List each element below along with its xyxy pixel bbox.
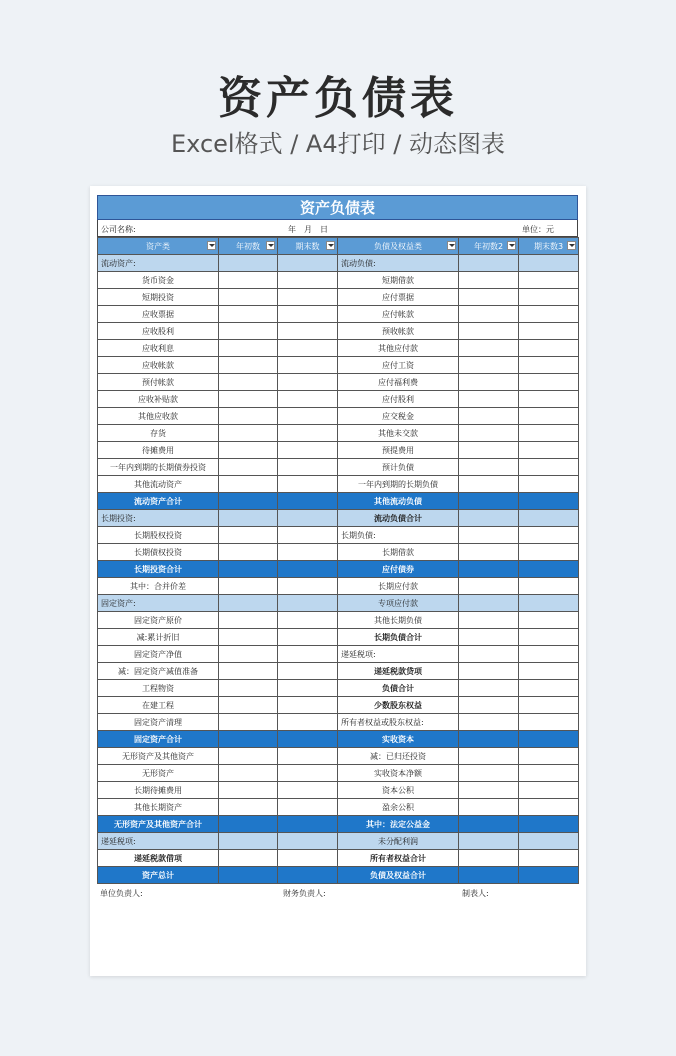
liability-begin-cell[interactable] — [459, 782, 519, 799]
liability-begin-cell[interactable] — [459, 493, 519, 510]
table-row — [98, 272, 579, 289]
asset-begin-cell[interactable] — [219, 731, 278, 748]
asset-begin-cell[interactable] — [219, 833, 278, 850]
asset-item-cell[interactable]: 应收补贴款 — [98, 391, 219, 408]
asset-item-cell[interactable]: 流动资产合计 — [98, 493, 219, 510]
asset-begin-cell[interactable] — [219, 476, 278, 493]
liability-begin-cell[interactable] — [459, 646, 519, 663]
liability-item-cell[interactable]: 应付工资 — [338, 357, 459, 374]
table-row — [98, 527, 579, 544]
asset-end-cell[interactable] — [278, 765, 338, 782]
asset-begin-cell[interactable] — [219, 612, 278, 629]
header-row — [98, 238, 579, 255]
liability-item-cell[interactable]: 应付票据 — [338, 289, 459, 306]
liability-end-cell[interactable] — [519, 748, 579, 765]
asset-begin-cell[interactable] — [219, 391, 278, 408]
asset-item-cell[interactable]: 长期投资合计 — [98, 561, 219, 578]
header-cell — [219, 238, 278, 255]
liability-item-cell[interactable]: 专项应付款 — [338, 595, 459, 612]
asset-begin-cell[interactable] — [219, 544, 278, 561]
asset-item-cell[interactable]: 在建工程 — [98, 697, 219, 714]
asset-item-cell[interactable]: 货币资金 — [98, 272, 219, 289]
asset-item-cell[interactable]: 固定资产原价 — [98, 612, 219, 629]
liability-item-cell[interactable]: 应付股利 — [338, 391, 459, 408]
asset-begin-cell[interactable] — [219, 425, 278, 442]
liability-end-cell[interactable] — [519, 850, 579, 867]
asset-item-cell[interactable]: 长期投资: — [98, 510, 219, 527]
liability-end-cell[interactable] — [519, 782, 579, 799]
asset-end-cell[interactable] — [278, 425, 338, 442]
asset-end-cell[interactable] — [278, 289, 338, 306]
date-label: 年 月 日 — [288, 225, 328, 234]
liability-begin-cell[interactable] — [459, 578, 519, 595]
table-row — [98, 459, 579, 476]
asset-begin-cell[interactable] — [219, 697, 278, 714]
asset-item-cell[interactable]: 其他流动资产 — [98, 476, 219, 493]
asset-begin-cell[interactable] — [219, 459, 278, 476]
asset-item-cell[interactable]: 固定资产合计 — [98, 731, 219, 748]
table-row — [98, 391, 579, 408]
liability-item-cell[interactable]: 实收资本净额 — [338, 765, 459, 782]
asset-item-cell[interactable]: 无形资产 — [98, 765, 219, 782]
filter-dropdown-icon[interactable] — [507, 241, 516, 250]
liability-begin-cell[interactable] — [459, 629, 519, 646]
asset-item-cell[interactable]: 资产总计 — [98, 867, 219, 884]
liability-begin-cell[interactable] — [459, 663, 519, 680]
asset-end-cell[interactable] — [278, 646, 338, 663]
table-row — [98, 697, 579, 714]
table-row — [98, 442, 579, 459]
liability-begin-cell[interactable] — [459, 323, 519, 340]
table-row — [98, 544, 579, 561]
liability-end-cell[interactable] — [519, 306, 579, 323]
asset-begin-cell[interactable] — [219, 493, 278, 510]
liability-item-cell[interactable]: 预计负债 — [338, 459, 459, 476]
table-body — [98, 255, 579, 884]
liability-end-cell[interactable] — [519, 289, 579, 306]
liability-end-cell[interactable] — [519, 272, 579, 289]
liability-item-cell[interactable]: 一年内到期的长期负债 — [338, 476, 459, 493]
liability-begin-cell[interactable] — [459, 340, 519, 357]
liability-end-cell[interactable] — [519, 544, 579, 561]
liability-item-cell[interactable]: 资本公积 — [338, 782, 459, 799]
liability-end-cell[interactable] — [519, 714, 579, 731]
header-cell — [519, 238, 579, 255]
asset-end-cell[interactable] — [278, 340, 338, 357]
asset-end-cell[interactable] — [278, 833, 338, 850]
table-row — [98, 340, 579, 357]
balance-sheet — [97, 195, 578, 901]
asset-begin-cell[interactable] — [219, 527, 278, 544]
asset-item-cell[interactable]: 固定资产净值 — [98, 646, 219, 663]
asset-begin-cell[interactable] — [219, 799, 278, 816]
asset-begin-cell[interactable] — [219, 629, 278, 646]
liability-end-cell[interactable] — [519, 578, 579, 595]
asset-end-cell[interactable] — [278, 442, 338, 459]
asset-begin-cell[interactable] — [219, 646, 278, 663]
asset-begin-cell[interactable] — [219, 680, 278, 697]
liability-begin-cell[interactable] — [459, 272, 519, 289]
asset-begin-cell[interactable] — [219, 561, 278, 578]
liability-item-cell[interactable]: 长期借款 — [338, 544, 459, 561]
asset-end-cell[interactable] — [278, 867, 338, 884]
asset-end-cell[interactable] — [278, 476, 338, 493]
asset-end-cell[interactable] — [278, 255, 338, 272]
liability-item-cell[interactable]: 所有者权益或股东权益: — [338, 714, 459, 731]
balance-table — [97, 237, 579, 884]
filter-dropdown-icon[interactable] — [207, 241, 216, 250]
asset-end-cell[interactable] — [278, 663, 338, 680]
asset-end-cell[interactable] — [278, 680, 338, 697]
liability-begin-cell[interactable] — [459, 697, 519, 714]
table-row — [98, 595, 579, 612]
asset-item-cell[interactable]: 短期投资 — [98, 289, 219, 306]
asset-item-cell[interactable]: 工程物资 — [98, 680, 219, 697]
liability-end-cell[interactable] — [519, 561, 579, 578]
asset-item-cell[interactable]: 流动资产: — [98, 255, 219, 272]
company-label: 公司名称: — [101, 225, 136, 234]
table-row — [98, 680, 579, 697]
liability-item-cell[interactable]: 流动负债合计 — [338, 510, 459, 527]
liability-begin-cell[interactable] — [459, 357, 519, 374]
filter-dropdown-icon[interactable] — [447, 241, 456, 250]
liability-item-cell[interactable]: 其他长期负债 — [338, 612, 459, 629]
asset-begin-cell[interactable] — [219, 289, 278, 306]
asset-begin-cell[interactable] — [219, 782, 278, 799]
liability-item-cell[interactable]: 负债合计 — [338, 680, 459, 697]
liability-end-cell[interactable] — [519, 510, 579, 527]
liability-begin-cell[interactable] — [459, 561, 519, 578]
asset-end-cell[interactable] — [278, 272, 338, 289]
asset-item-cell[interactable]: 其他应收款 — [98, 408, 219, 425]
hero-subtitle: Excel格式 / A4打印 / 动态图表 — [171, 130, 505, 158]
asset-begin-cell[interactable] — [219, 714, 278, 731]
table-row — [98, 493, 579, 510]
asset-begin-cell[interactable] — [219, 442, 278, 459]
asset-begin-cell[interactable] — [219, 323, 278, 340]
asset-end-cell[interactable] — [278, 510, 338, 527]
liability-end-cell[interactable] — [519, 255, 579, 272]
table-row — [98, 833, 579, 850]
liability-item-cell[interactable]: 所有者权益合计 — [338, 850, 459, 867]
table-row — [98, 867, 579, 884]
liability-item-cell[interactable]: 减：已归还投资 — [338, 748, 459, 765]
liability-begin-cell[interactable] — [459, 765, 519, 782]
asset-end-cell[interactable] — [278, 323, 338, 340]
liability-end-cell[interactable] — [519, 731, 579, 748]
liability-item-cell[interactable]: 递延税项: — [338, 646, 459, 663]
asset-begin-cell[interactable] — [219, 255, 278, 272]
liability-item-cell[interactable]: 长期负债合计 — [338, 629, 459, 646]
asset-item-cell[interactable]: 应收利息 — [98, 340, 219, 357]
liability-begin-cell[interactable] — [459, 799, 519, 816]
asset-begin-cell[interactable] — [219, 663, 278, 680]
unit-head-label: 单位负责人: — [100, 889, 143, 898]
asset-item-cell[interactable]: 存货 — [98, 425, 219, 442]
asset-end-cell[interactable] — [278, 816, 338, 833]
asset-end-cell[interactable] — [278, 527, 338, 544]
asset-begin-cell[interactable] — [219, 510, 278, 527]
asset-item-cell[interactable]: 其他长期资产 — [98, 799, 219, 816]
asset-item-cell[interactable]: 无形资产及其他资产 — [98, 748, 219, 765]
table-row — [98, 306, 579, 323]
asset-item-cell[interactable]: 固定资产: — [98, 595, 219, 612]
table-row — [98, 612, 579, 629]
liability-end-cell[interactable] — [519, 357, 579, 374]
liability-begin-cell[interactable] — [459, 374, 519, 391]
asset-end-cell[interactable] — [278, 850, 338, 867]
liability-end-cell[interactable] — [519, 374, 579, 391]
asset-end-cell[interactable] — [278, 697, 338, 714]
header-cell — [98, 238, 219, 255]
liability-begin-cell[interactable] — [459, 255, 519, 272]
asset-begin-cell[interactable] — [219, 595, 278, 612]
liability-begin-cell[interactable] — [459, 459, 519, 476]
asset-end-cell[interactable] — [278, 799, 338, 816]
header-cell — [338, 238, 459, 255]
table-row — [98, 425, 579, 442]
liability-end-cell[interactable] — [519, 646, 579, 663]
filter-dropdown-icon[interactable] — [266, 241, 275, 250]
liability-item-cell[interactable]: 应交税金 — [338, 408, 459, 425]
table-row — [98, 629, 579, 646]
liability-end-cell[interactable] — [519, 595, 579, 612]
liability-end-cell[interactable] — [519, 765, 579, 782]
asset-begin-cell[interactable] — [219, 850, 278, 867]
table-row — [98, 799, 579, 816]
table-row — [98, 476, 579, 493]
liability-item-cell[interactable]: 长期负债: — [338, 527, 459, 544]
table-row — [98, 289, 579, 306]
liability-end-cell[interactable] — [519, 340, 579, 357]
liability-begin-cell[interactable] — [459, 527, 519, 544]
asset-item-cell[interactable]: 递延税项: — [98, 833, 219, 850]
asset-end-cell[interactable] — [278, 612, 338, 629]
liability-item-cell[interactable]: 其他流动负债 — [338, 493, 459, 510]
asset-end-cell[interactable] — [278, 459, 338, 476]
table-row — [98, 850, 579, 867]
liability-item-cell[interactable]: 应付帐款 — [338, 306, 459, 323]
liability-item-cell[interactable]: 其他应付款 — [338, 340, 459, 357]
liability-begin-cell[interactable] — [459, 714, 519, 731]
asset-begin-cell[interactable] — [219, 765, 278, 782]
liability-begin-cell[interactable] — [459, 612, 519, 629]
asset-item-cell[interactable]: 待摊费用 — [98, 442, 219, 459]
asset-item-cell[interactable]: 无形资产及其他资产合计 — [98, 816, 219, 833]
table-row — [98, 646, 579, 663]
header-cell — [459, 238, 519, 255]
table-row — [98, 782, 579, 799]
asset-end-cell[interactable] — [278, 714, 338, 731]
liability-item-cell[interactable]: 其他未交款 — [338, 425, 459, 442]
table-row — [98, 408, 579, 425]
asset-end-cell[interactable] — [278, 306, 338, 323]
asset-end-cell[interactable] — [278, 408, 338, 425]
asset-begin-cell[interactable] — [219, 748, 278, 765]
sheet-paper — [90, 186, 586, 976]
header-label: 期末数3 — [533, 241, 564, 251]
asset-end-cell[interactable] — [278, 595, 338, 612]
asset-end-cell[interactable] — [278, 748, 338, 765]
table-row — [98, 255, 579, 272]
liability-item-cell[interactable]: 流动负债: — [338, 255, 459, 272]
header-label: 期末数 — [295, 241, 320, 251]
asset-item-cell[interactable]: 递延税款借项 — [98, 850, 219, 867]
liability-end-cell[interactable] — [519, 697, 579, 714]
filter-dropdown-icon[interactable] — [326, 241, 335, 250]
liability-end-cell[interactable] — [519, 833, 579, 850]
unit-label: 单位：元 — [522, 225, 554, 234]
asset-item-cell[interactable]: 应收票据 — [98, 306, 219, 323]
hero-title: 资产负债表 — [218, 73, 458, 124]
liability-item-cell[interactable]: 实收资本 — [338, 731, 459, 748]
header-label: 负债及权益类 — [374, 241, 422, 251]
asset-end-cell[interactable] — [278, 629, 338, 646]
asset-end-cell[interactable] — [278, 357, 338, 374]
liability-begin-cell[interactable] — [459, 850, 519, 867]
liability-item-cell[interactable]: 应付福利费 — [338, 374, 459, 391]
liability-end-cell[interactable] — [519, 799, 579, 816]
asset-item-cell[interactable]: 预付帐款 — [98, 374, 219, 391]
table-row — [98, 731, 579, 748]
asset-item-cell[interactable]: 应收股利 — [98, 323, 219, 340]
asset-item-cell[interactable]: 其中：合并价差 — [98, 578, 219, 595]
asset-item-cell[interactable]: 长期股权投资 — [98, 527, 219, 544]
liability-end-cell[interactable] — [519, 408, 579, 425]
liability-begin-cell[interactable] — [459, 391, 519, 408]
asset-begin-cell[interactable] — [219, 340, 278, 357]
asset-item-cell[interactable]: 长期债权投资 — [98, 544, 219, 561]
asset-begin-cell[interactable] — [219, 867, 278, 884]
table-row — [98, 714, 579, 731]
asset-item-cell[interactable]: 一年内到期的长期债券投资 — [98, 459, 219, 476]
asset-end-cell[interactable] — [278, 578, 338, 595]
asset-begin-cell[interactable] — [219, 816, 278, 833]
asset-end-cell[interactable] — [278, 493, 338, 510]
asset-end-cell[interactable] — [278, 561, 338, 578]
liability-item-cell[interactable]: 预收帐款 — [338, 323, 459, 340]
liability-end-cell[interactable] — [519, 442, 579, 459]
asset-end-cell[interactable] — [278, 544, 338, 561]
liability-begin-cell[interactable] — [459, 867, 519, 884]
liability-begin-cell[interactable] — [459, 476, 519, 493]
asset-begin-cell[interactable] — [219, 578, 278, 595]
meta-row — [97, 220, 578, 237]
asset-begin-cell[interactable] — [219, 272, 278, 289]
liability-item-cell[interactable]: 递延税款贷项 — [338, 663, 459, 680]
liability-item-cell[interactable]: 预提费用 — [338, 442, 459, 459]
asset-begin-cell[interactable] — [219, 374, 278, 391]
liability-item-cell[interactable]: 长期应付款 — [338, 578, 459, 595]
asset-item-cell[interactable]: 减：固定资产减值准备 — [98, 663, 219, 680]
asset-end-cell[interactable] — [278, 391, 338, 408]
liability-end-cell[interactable] — [519, 527, 579, 544]
header-label: 年初数2 — [473, 241, 504, 251]
table-row — [98, 765, 579, 782]
table-row — [98, 323, 579, 340]
footer-row — [97, 884, 578, 901]
liability-item-cell[interactable]: 其中：法定公益金 — [338, 816, 459, 833]
liability-begin-cell[interactable] — [459, 833, 519, 850]
liability-begin-cell[interactable] — [459, 748, 519, 765]
asset-begin-cell[interactable] — [219, 408, 278, 425]
liability-end-cell[interactable] — [519, 493, 579, 510]
liability-end-cell[interactable] — [519, 323, 579, 340]
liability-end-cell[interactable] — [519, 816, 579, 833]
table-row — [98, 510, 579, 527]
table-row — [98, 561, 579, 578]
liability-end-cell[interactable] — [519, 867, 579, 884]
liability-begin-cell[interactable] — [459, 544, 519, 561]
liability-end-cell[interactable] — [519, 629, 579, 646]
liability-item-cell[interactable]: 负债及权益合计 — [338, 867, 459, 884]
liability-end-cell[interactable] — [519, 612, 579, 629]
table-row — [98, 663, 579, 680]
finance-head-label: 财务负责人: — [283, 889, 326, 898]
asset-end-cell[interactable] — [278, 374, 338, 391]
asset-end-cell[interactable] — [278, 731, 338, 748]
table-row — [98, 374, 579, 391]
liability-begin-cell[interactable] — [459, 731, 519, 748]
liability-item-cell[interactable]: 未分配利润 — [338, 833, 459, 850]
liability-begin-cell[interactable] — [459, 289, 519, 306]
sheet-title: 资产负债表 — [97, 195, 578, 220]
table-row — [98, 748, 579, 765]
asset-item-cell[interactable]: 长期待摊费用 — [98, 782, 219, 799]
table-row — [98, 578, 579, 595]
liability-item-cell[interactable]: 应付债券 — [338, 561, 459, 578]
liability-end-cell[interactable] — [519, 459, 579, 476]
asset-item-cell[interactable]: 减:累计折旧 — [98, 629, 219, 646]
liability-item-cell[interactable]: 短期借款 — [338, 272, 459, 289]
asset-item-cell[interactable]: 固定资产清理 — [98, 714, 219, 731]
liability-begin-cell[interactable] — [459, 595, 519, 612]
header-cell — [278, 238, 338, 255]
liability-item-cell[interactable]: 盈余公积 — [338, 799, 459, 816]
liability-begin-cell[interactable] — [459, 816, 519, 833]
liability-end-cell[interactable] — [519, 663, 579, 680]
liability-end-cell[interactable] — [519, 476, 579, 493]
table-row — [98, 816, 579, 833]
asset-begin-cell[interactable] — [219, 306, 278, 323]
table-row — [98, 357, 579, 374]
liability-end-cell[interactable] — [519, 425, 579, 442]
liability-end-cell[interactable] — [519, 680, 579, 697]
preparer-label: 制表人: — [462, 889, 489, 898]
liability-item-cell[interactable]: 少数股东权益 — [338, 697, 459, 714]
filter-dropdown-icon[interactable] — [567, 241, 576, 250]
liability-begin-cell[interactable] — [459, 306, 519, 323]
header-label: 年初数 — [236, 241, 260, 251]
liability-begin-cell[interactable] — [459, 408, 519, 425]
liability-end-cell[interactable] — [519, 391, 579, 408]
liability-begin-cell[interactable] — [459, 425, 519, 442]
liability-begin-cell[interactable] — [459, 680, 519, 697]
liability-begin-cell[interactable] — [459, 510, 519, 527]
asset-end-cell[interactable] — [278, 782, 338, 799]
asset-item-cell[interactable]: 应收帐款 — [98, 357, 219, 374]
header-label: 资产类 — [146, 241, 170, 251]
liability-begin-cell[interactable] — [459, 442, 519, 459]
asset-begin-cell[interactable] — [219, 357, 278, 374]
